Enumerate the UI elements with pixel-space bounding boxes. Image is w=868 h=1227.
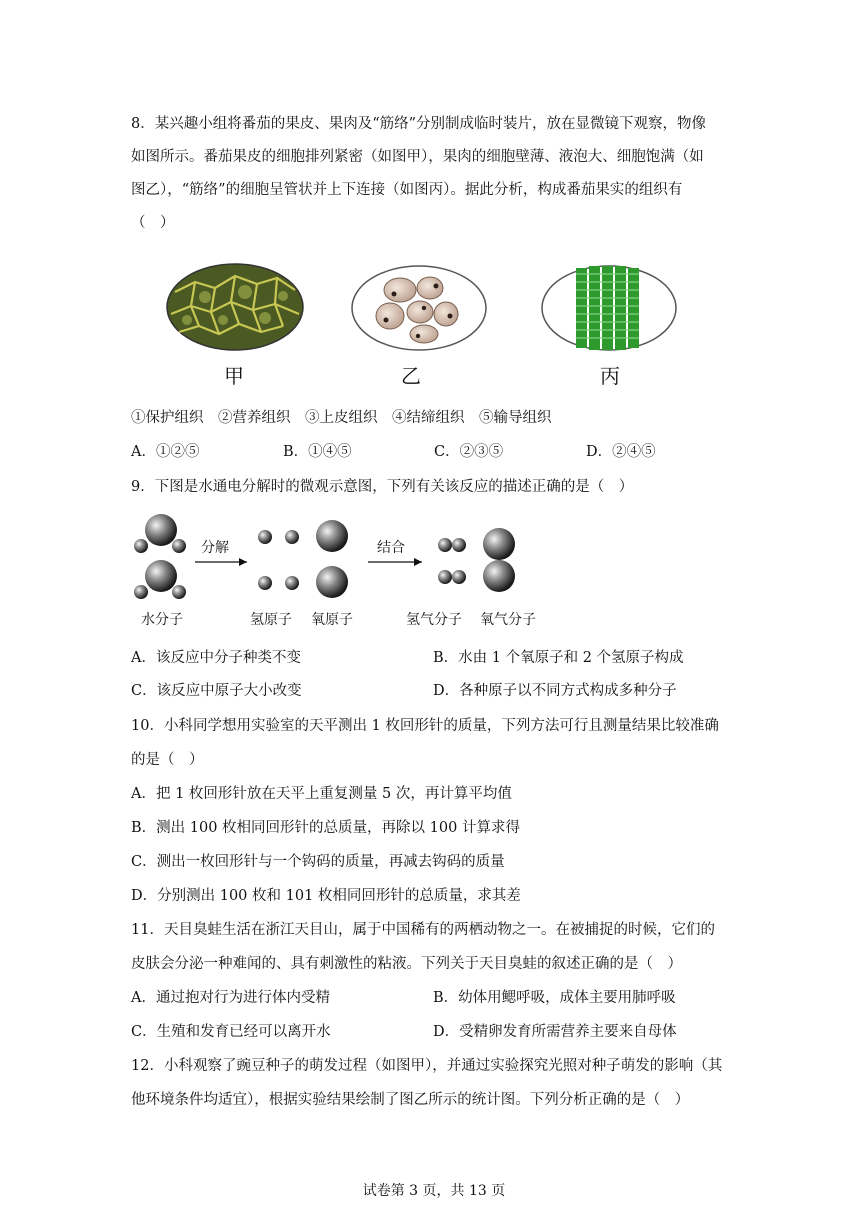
water-electrolysis-diagram: [125, 510, 565, 610]
q10-line-1: 10．小科同学想用实验室的天平测出 1 枚回形针的质量，下列方法可行且测量结果比较准确: [131, 718, 719, 734]
q8-option-d[interactable]: D．②④⑤: [586, 444, 656, 460]
image-label-yi: 乙: [401, 364, 421, 388]
q8-tissue-list: ①保护组织 ②营养组织 ③上皮组织 ④结缔组织 ⑤输导组织: [131, 410, 552, 426]
q8-option-a[interactable]: A．①②⑤: [131, 444, 200, 460]
page-footer: 试卷第 3 页，共 13 页: [362, 1183, 506, 1199]
q8-line-4: （ ）: [131, 215, 175, 231]
q10-option-b[interactable]: B．测出 100 枚相同回形针的总质量，再除以 100 计算求得: [131, 820, 520, 836]
q11-option-a[interactable]: A．通过抱对行为进行体内受精: [131, 990, 330, 1006]
q9-option-c[interactable]: C．该反应中原子大小改变: [131, 683, 302, 699]
water-molecule-1: [134, 514, 186, 553]
arrow-label-combine: 结合: [377, 540, 405, 556]
q8-line-1: 8．某兴趣小组将番茄的果皮、果肉及“筋络”分别制成临时装片，放在显微镜下观察，物像: [131, 116, 707, 132]
tomato-peel-image: [165, 262, 305, 352]
q9-option-d[interactable]: D．各种原子以不同方式构成多种分子: [433, 683, 677, 699]
q11-line-2: 皮肤会分泌一种难闻的、具有刺激性的粘液。下列关于天目臭蛙的叙述正确的是（ ）: [131, 956, 682, 972]
image-label-bing: 丙: [600, 364, 620, 388]
q9-stem: 9．下图是水通电分解时的微观示意图，下列有关该反应的描述正确的是（ ）: [131, 479, 634, 495]
q9-option-b[interactable]: B．水由 1 个氧原子和 2 个氢原子构成: [433, 650, 684, 666]
tomato-pulp-image: [350, 264, 488, 352]
water-molecule-2: [134, 560, 186, 599]
q8-line-2: 如图所示。番茄果皮的细胞排列紧密（如图甲），果肉的细胞壁薄、液泡大、细胞饱满（如: [131, 149, 704, 165]
q8-line-3: 图乙），“筋络”的细胞呈管状并上下连接（如图丙）。据此分析，构成番茄果实的组织有: [131, 182, 683, 198]
q12-line-2: 他环境条件均适宜），根据实验结果绘制了图乙所示的统计图。下列分析正确的是（ ）: [131, 1092, 690, 1108]
q10-line-2: 的是（ ）: [131, 752, 204, 768]
label-oxygen-atom: 氧原子: [311, 612, 353, 628]
q12-line-1: 12．小科观察了豌豆种子的萌发过程（如图甲），并通过实验探究光照对种子萌发的影响（其: [131, 1058, 723, 1074]
label-hydrogen-molecule: 氢气分子: [406, 612, 462, 628]
label-hydrogen-atom: 氢原子: [250, 612, 292, 628]
q8-option-c[interactable]: C．②③⑤: [434, 444, 504, 460]
tomato-vein-image: [540, 264, 678, 352]
q11-line-1: 11．天目臭蛙生活在浙江天目山，属于中国稀有的两栖动物之一。在被捕捉的时候，它们的: [131, 922, 715, 938]
image-label-jia: 甲: [224, 364, 244, 388]
q11-option-d[interactable]: D．受精卵发育所需营养主要来自母体: [433, 1024, 677, 1040]
q10-option-d[interactable]: D．分别测出 100 枚和 101 枚相同回形针的总质量，求其差: [131, 888, 521, 904]
q11-option-b[interactable]: B．幼体用鳃呼吸，成体主要用肺呼吸: [433, 990, 676, 1006]
q11-option-c[interactable]: C．生殖和发育已经可以离开水: [131, 1024, 331, 1040]
q10-option-c[interactable]: C．测出一枚回形针与一个钩码的质量，再减去钩码的质量: [131, 854, 505, 870]
arrow-label-decompose: 分解: [201, 540, 229, 556]
q8-option-b[interactable]: B．①④⑤: [283, 444, 352, 460]
label-water-molecule: 水分子: [141, 612, 183, 628]
label-oxygen-molecule: 氧气分子: [480, 612, 536, 628]
q9-option-a[interactable]: A．该反应中分子种类不变: [131, 650, 301, 666]
q10-option-a[interactable]: A．把 1 枚回形针放在天平上重复测量 5 次，再计算平均值: [131, 786, 512, 802]
